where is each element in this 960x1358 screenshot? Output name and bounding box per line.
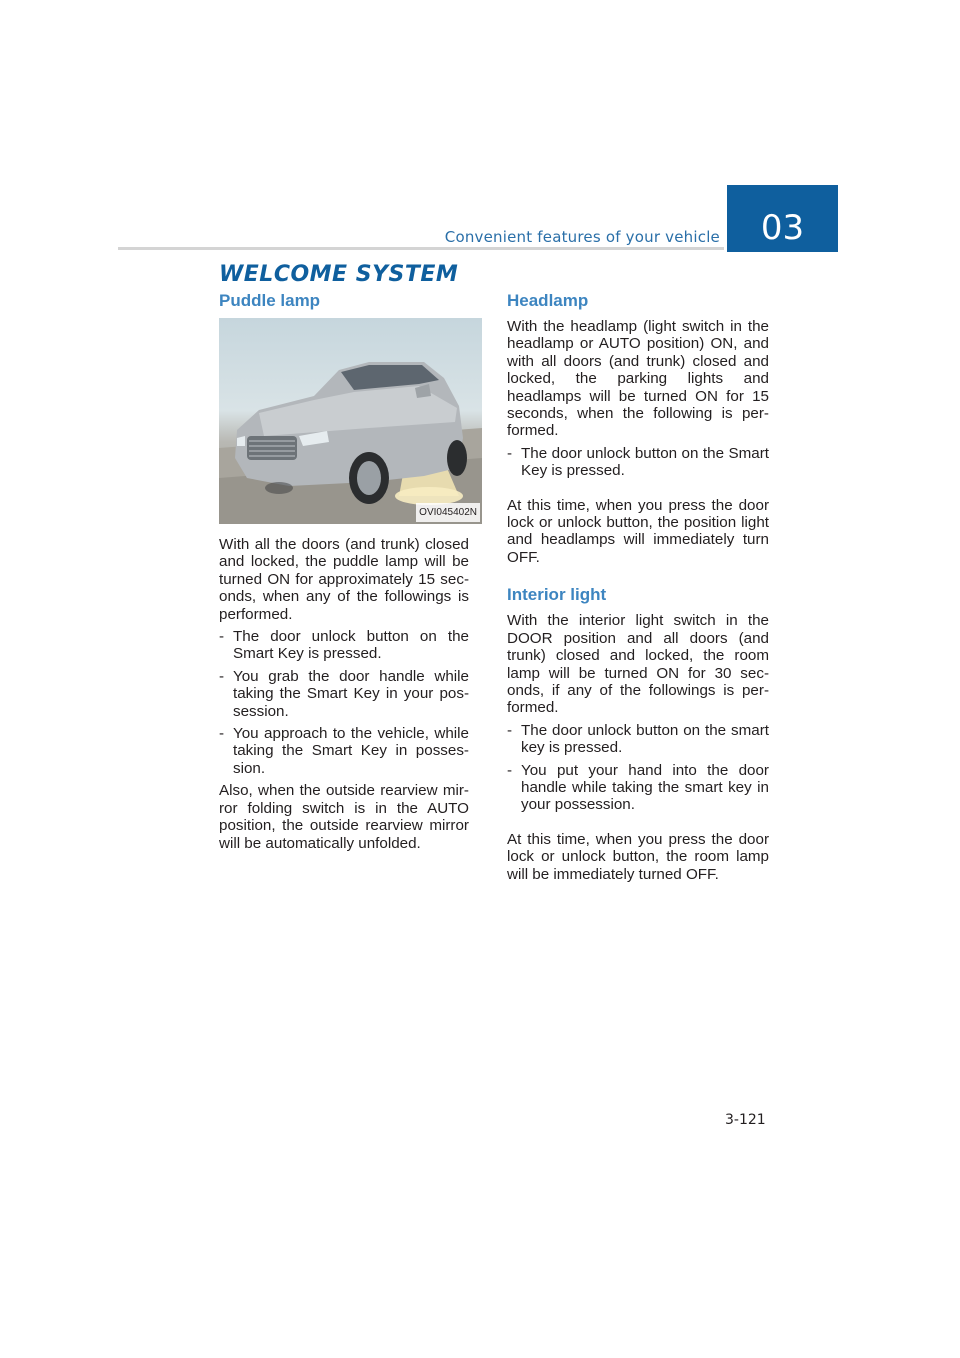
list-item: - You approach to the vehicle, while taking the Smart Key in posses- sion.: [219, 725, 469, 777]
interior-outro: At this time, when you press the door lock or unlock button, the room lamp will be immediately turned OFF.: [507, 830, 769, 883]
right-column: [507, 290, 769, 883]
list-item: - You grab the door handle while taking the Smart Key in your pos- session.: [219, 667, 469, 720]
left-column: [219, 290, 477, 852]
puddle-outro: Also, when the outside rearview mir- ror folding switch is in the AUTO position, the outside rearview mirror will be automatically unfolded.: [219, 782, 469, 852]
headlamp-outro: At this time, when you press the door lock or unlock button, the position light and headlamps will immediately turn OFF.: [507, 496, 769, 566]
list-item: - The door unlock button on the Smart Key is pressed.: [507, 444, 769, 480]
section-title: WELCOME SYSTEM: [219, 262, 459, 287]
list-item: - The door unlock button on the smart key is pressed.: [507, 721, 769, 757]
interior-intro: With the interior light switch in the DOOR position and all doors (and trunk) closed and locked, the room lamp will be turned ON for 30 sec- onds, if any of the followings is per- formed.: [507, 612, 769, 717]
puddle-lamp-illustration: [219, 318, 482, 524]
page-number: 3-121: [725, 1112, 766, 1128]
headlamp-intro: With the headlamp (light switch in the headlamp or AUTO position) ON, and with all doors (and trunk) closed and locked, the parking lights and headlamps will be turned ON for 15 seconds, when the following is per- formed.: [507, 318, 769, 440]
figure-code: OVI045402N: [416, 503, 480, 522]
interior-light-heading: Interior light: [507, 585, 607, 605]
car-illustration: [219, 318, 482, 524]
headlamp-heading: Headlamp: [507, 291, 589, 310]
header-rule: [118, 247, 724, 250]
chapter-number: 03: [760, 208, 805, 248]
list-item: - You put your hand into the door handle while taking the smart key in your possession.: [507, 761, 769, 814]
chapter-number-tab: [727, 185, 838, 252]
puddle-lamp-heading: Puddle lamp: [219, 291, 321, 310]
list-item: - The door unlock button on the Smart Key is pressed.: [219, 628, 469, 663]
puddle-intro: With all the doors (and trunk) closed and locked, the puddle lamp will be turned ON for approximately 15 sec- onds, when any of the followings is performed.: [219, 536, 469, 623]
chapter-title: Convenient features of your vehicle: [444, 228, 720, 246]
